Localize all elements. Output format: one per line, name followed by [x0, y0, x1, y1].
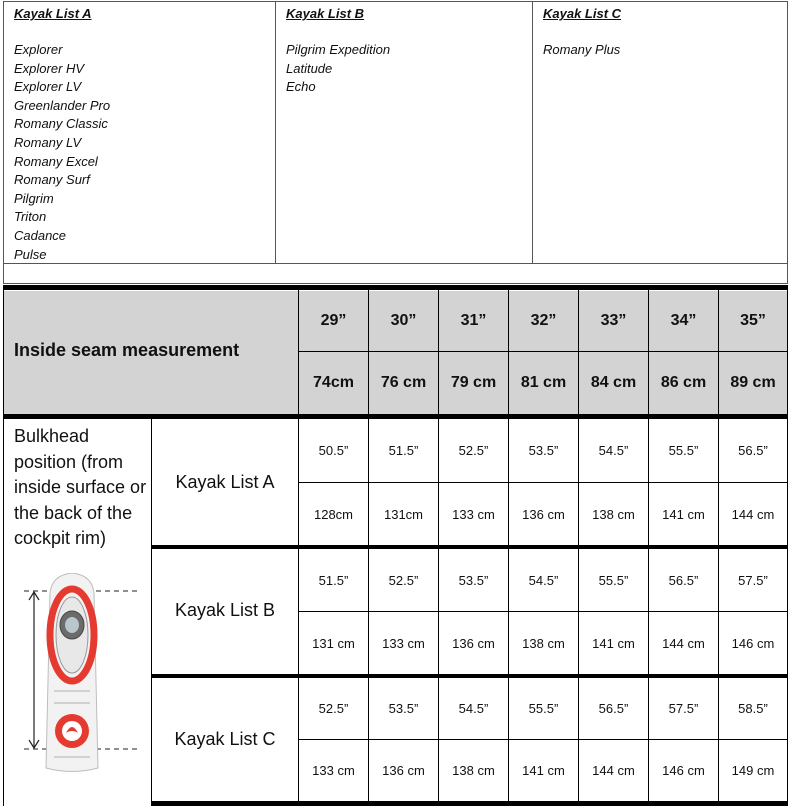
kayak-list-c-items [543, 41, 620, 60]
list-item: Echo [286, 79, 316, 95]
list-item: Pilgrim Expedition [286, 42, 391, 57]
table-cell: 141 cm [662, 506, 705, 522]
list-item: Latitude [286, 60, 333, 76]
table-cell: 133 cm [452, 506, 495, 522]
table-cell: 55.5” [668, 443, 699, 458]
table-cell: 52.5” [458, 443, 489, 458]
table-cell: 51.5” [388, 443, 419, 458]
list-item: Romany Plus [543, 42, 621, 57]
size-cm-header: 84 cm [590, 374, 637, 391]
table-cell: 146 cm [662, 763, 705, 778]
divider [3, 290, 4, 806]
kayak-list-a-column [4, 2, 276, 263]
table-cell: 141 cm [522, 763, 565, 778]
list-item: Romany Surf [14, 172, 90, 188]
table-cell: 53.5” [388, 701, 419, 716]
list-item: Pilgrim [14, 190, 54, 206]
table-cell: 55.5” [598, 572, 629, 588]
kayak-list-b-heading: Kayak List B [286, 6, 365, 21]
table-cell: 149 cm [731, 763, 775, 778]
table-cell: 133 cm [382, 635, 425, 651]
table-cell: 138 cm [522, 635, 565, 651]
table-cell: 53.5” [458, 572, 489, 588]
divider [152, 801, 788, 806]
kayak-list-b-items [286, 41, 390, 97]
table-cell: 55.5” [528, 701, 559, 716]
list-item: Triton [14, 209, 47, 225]
bulkhead-position-label: Bulkhead position (from inside surface or the back of the cockpit rim) [14, 426, 147, 548]
kayak-top-view-icon [20, 573, 142, 773]
table-cell: 52.5” [318, 701, 349, 716]
table-cell: 146 cm [731, 635, 775, 651]
list-item: Romany LV [14, 134, 82, 150]
table-cell: 54.5” [528, 572, 559, 588]
list-item: Greenlander Pro [14, 97, 111, 113]
size-cm-header: 89 cm [730, 374, 776, 391]
table-cell: 57.5” [668, 701, 699, 716]
size-cm-header: 79 cm [450, 374, 497, 391]
group-label-kayak-list-b: Kayak List B [174, 600, 276, 620]
table-cell: 52.5” [388, 572, 419, 588]
group-label-kayak-list-c: Kayak List C [174, 729, 276, 749]
list-item: Romany Classic [14, 116, 108, 132]
table-cell: 56.5” [668, 572, 699, 588]
table-cell: 131cm [383, 506, 424, 522]
size-cm-header: 81 cm [520, 374, 567, 391]
table-cell: 54.5” [598, 443, 629, 458]
table-cell: 131 cm [312, 635, 355, 651]
list-item: Romany Excel [14, 153, 98, 169]
table-cell: 136 cm [452, 635, 495, 651]
size-inch-header: 29” [320, 312, 347, 329]
size-cm-header: 86 cm [660, 374, 707, 391]
table-cell: 136 cm [382, 763, 425, 778]
list-item: Pulse [14, 246, 47, 262]
list-item: Explorer HV [14, 60, 85, 76]
size-inch-header: 35” [740, 312, 766, 329]
kayak-list-c-column [533, 2, 787, 263]
kayak-list-b-column [276, 2, 533, 263]
size-inch-header: 30” [390, 312, 417, 329]
table-cell: 54.5” [458, 701, 489, 716]
kayak-list-a-items [14, 41, 110, 264]
table-cell: 133 cm [312, 763, 355, 778]
size-inch-header: 31” [460, 312, 487, 329]
table-cell: 128cm [313, 506, 354, 522]
table-cell: 51.5” [318, 572, 349, 588]
divider [4, 263, 787, 264]
list-item: Explorer [14, 42, 63, 57]
inside-seam-header: Inside seam measurement [14, 340, 240, 360]
divider [787, 290, 788, 806]
table-cell: 58.5” [738, 701, 768, 716]
table-cell: 56.5” [738, 443, 768, 458]
kayak-list-a-heading: Kayak List A [14, 6, 92, 21]
table-cell: 136 cm [522, 506, 565, 522]
table-cell: 144 cm [662, 635, 705, 651]
list-item: Explorer LV [14, 79, 82, 95]
table-cell: 57.5” [738, 572, 768, 588]
size-inch-header: 32” [530, 312, 557, 329]
table-cell: 50.5” [318, 443, 349, 458]
table-cell: 56.5” [598, 701, 629, 716]
table-cell: 141 cm [592, 635, 635, 651]
size-cm-header: 76 cm [380, 374, 427, 391]
table-cell: 144 cm [592, 763, 635, 778]
table-cell: 138 cm [592, 506, 635, 522]
group-label-kayak-list-a: Kayak List A [175, 472, 275, 492]
table-cell: 53.5” [528, 443, 559, 458]
table-cell: 144 cm [731, 506, 775, 522]
kayak-list-c-heading: Kayak List C [543, 6, 622, 21]
table-cell: 138 cm [452, 763, 495, 778]
size-cm-header: 74cm [313, 374, 354, 391]
kayak-lists-table [3, 1, 788, 284]
divider [3, 285, 788, 290]
list-item: Cadance [14, 227, 67, 243]
size-inch-header: 33” [600, 312, 627, 329]
size-inch-header: 34” [670, 312, 697, 329]
